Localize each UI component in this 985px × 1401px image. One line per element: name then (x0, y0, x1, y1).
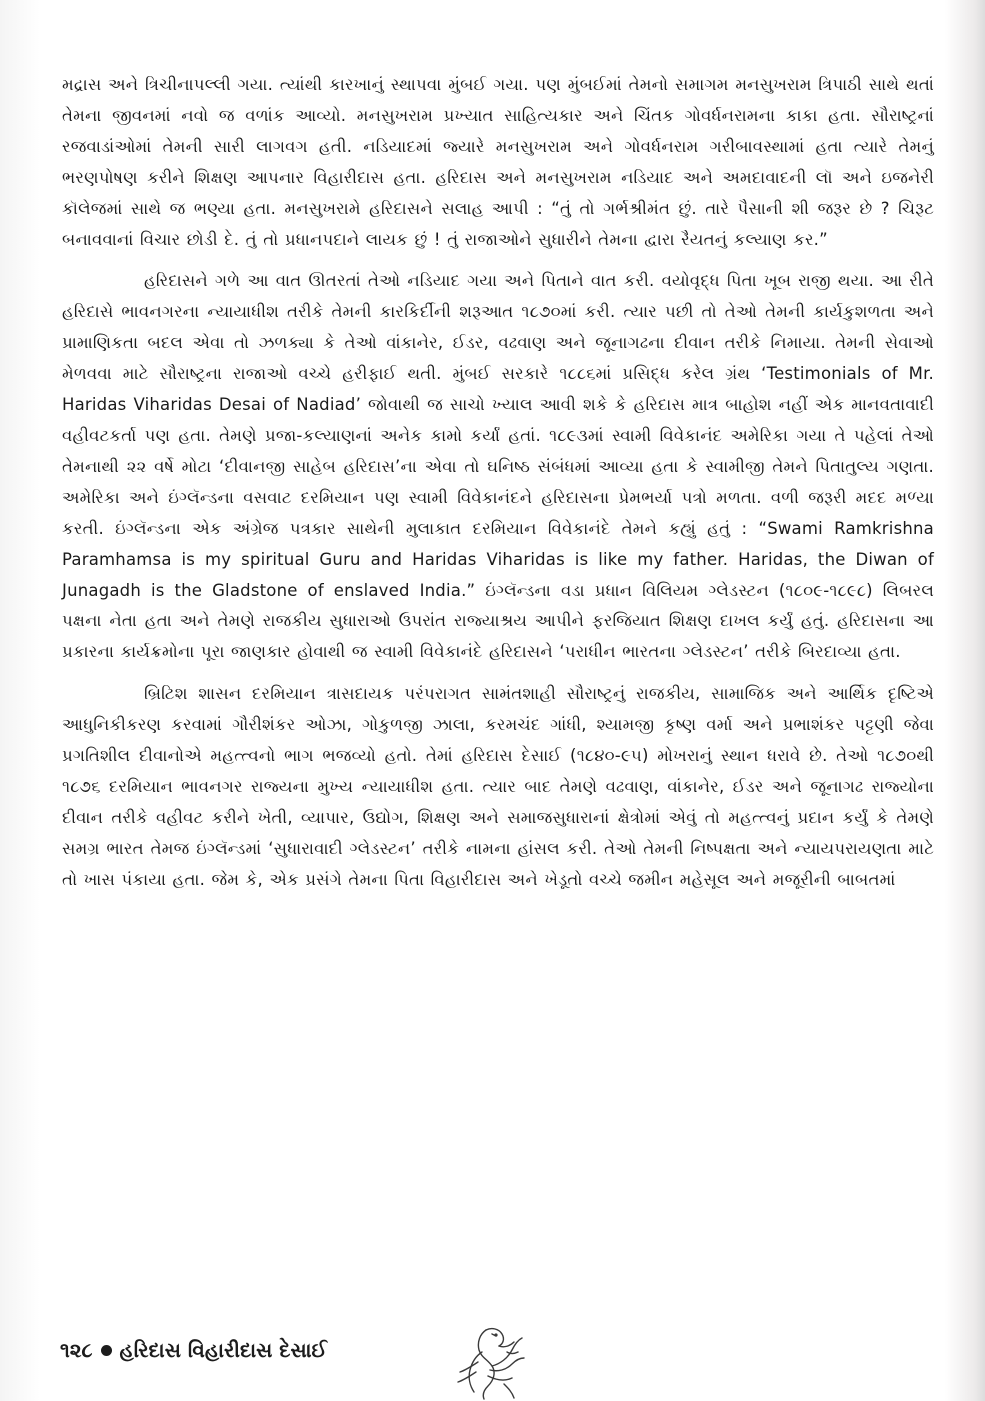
bullet-icon (101, 1345, 112, 1356)
page-footer (60, 1338, 327, 1362)
swan-emblem-icon (452, 1322, 530, 1401)
page-number: ૧૨૮ (60, 1338, 93, 1362)
paragraph-1: મદ્રાસ અને ત્રિચીનાપલ્લી ગયા. ત્યાંથી કારખાનું સ્થાપવા મુંબઈ ગયા. પણ મુંબઈમાં તેમનો સમાગમ મનસુખરામ ત્રિપાઠી સાથે થતાં તેમના જીવનમાં નવો જ વળાંક આવ્યો. મનસુખરામ પ્રખ્યાત સાહિત્યકાર અને ચિંતક ગોવર્ધનરામના કાકા હતા. સૌરાષ્ટ્રનાં રજવાડાંઓમાં તેમની સારી લાગવગ હતી. નડિયાદમાં જ્યારે મનસુખરામ અને ગોવર્ધનરામ ગરીબાવસ્થામાં હતા ત્યારે તેમનું ભરણપોષણ કરીને શિક્ષણ આપનાર વિહારીદાસ હતા. હરિદાસ અને મનસુખરામ નડિયાદ અને અમદાવાદની લૉ અને ઇજનેરી કૉલેજમાં સાથે જ ભણ્યા હતા. મનસુખરામે હરિદાસને સલાહ આપી : “તું તો ગર્ભશ્રીમંત છું. તારે પૈસાની શી જરૂર છે ? ચિરૂટ બનાવવાનાં વિચાર છોડી દે. તું તો પ્રધાનપદાને લાયક છું ! તું રાજાઓને સુધારીને તેમના દ્વારા રૈયતનું કલ્યાણ કર.” (62, 75, 934, 249)
book-title: હરિદાસ વિહારીદાસ દેસાઈ (119, 1338, 327, 1362)
paragraph-2: હરિદાસને ગળે આ વાત ઊતરતાં તેઓ નડિયાદ ગયા અને પિતાને વાત કરી. વયોવૃદ્ધ પિતા ખૂબ રાજી થયા. આ રીતે હરિદાસે ભાવનગરના ન્યાયાધીશ તરીકે તેમની કારકિર્દીની શરૂઆત ૧૮૭૦માં કરી. ત્યાર પછી તો તેઓ તેમની કાર્યકુશળતા અને પ્રામાણિકતા બદલ એવા તો ઝળક્યા કે તેઓ વાંકાનેર, ઈડર, વઢવાણ અને જૂનાગઢના દીવાન તરીકે નિમાયા. તેમની સેવાઓ મેળવવા માટે સૌરાષ્ટ્રના રાજાઓ વચ્ચે હરીફાઈ થતી. મુંબઈ સરકારે ૧૮૮૬માં પ્રસિદ્ધ કરેલ ગ્રંથ ‘Testimonials of Mr. Haridas Viharidas Desai of Nadiad’ જોવાથી જ સાચો ખ્યાલ આવી શકે કે હરિદાસ માત્ર બાહોશ નહીં એક માનવતાવાદી વહીવટકર્તા પણ હતા. તેમણે પ્રજા-કલ્યાણનાં અનેક કામો કર્યાં હતાં. ૧૮૯૩માં સ્વામી વિવેકાનંદ અમેરિકા ગયા તે પહેલાં તેઓ તેમનાથી ૨૨ વર્ષે મોટા ‘દીવાનજી સાહેબ હરિદાસ’ના એવા તો ઘનિષ્ઠ સંબંધમાં આવ્યા હતા કે સ્વામીજી તેમને પિતાતુલ્ય ગણતા. અમેરિકા અને ઇંગ્લૅન્ડના વસવાટ દરમિયાન પણ સ્વામી વિવેકાનંદને હરિદાસના પ્રેમભર્યા પત્રો મળતા. વળી જરૂરી મદદ મળ્યા કરતી. ઇંગ્લૅન્ડના એક અંગ્રેજ પત્રકાર સાથેની મુલાકાત દરમિયાન વિવેકાનંદે તેમને કહ્યું હતું : “Swami Ramkrishna Paramhamsa is my spiritual Guru and Haridas Viharidas is like my father. Haridas, the Diwan of Junagadh is the Gladstone of enslaved India.” ઇંગ્લૅન્ડના વડા પ્રધાન વિલિયમ ગ્લેડસ્ટન (૧૮૦૯-૧૮૯૮) લિબરલ પક્ષના નેતા હતા અને તેમણે રાજકીય સુધારાઓ ઉપરાંત રાજ્યાશ્રય આપીને ફરજિયાત શિક્ષણ દાખલ કર્યું હતું. હરિદાસના આ પ્રકારના કાર્યક્રમોના પૂરા જાણકાર હોવાથી જ સ્વામી વિવેકાનંદે હરિદાસને ‘પરાધીન ભારતના ગ્લેડસ્ટન’ તરીકે બિરદાવ્યા હતા. (62, 271, 934, 662)
paragraph-3: બ્રિટિશ શાસન દરમિયાન ત્રાસદાયક પરંપરાગત સામંતશાહી સૌરાષ્ટ્રનું રાજકીય, સામાજિક અને આર્થિક દૃષ્ટિએ આધુનિકીકરણ કરવામાં ગૌરીશંકર ઓઝા, ગોકુળજી ઝાલા, કરમચંદ ગાંધી, શ્યામજી કૃષ્ણ વર્મા અને પ્રભાશંકર પટ્ટણી જેવા પ્રગતિશીલ દીવાનોએ મહત્ત્વનો ભાગ ભજવ્યો હતો. તેમાં હરિદાસ દેસાઈ (૧૮૪૦-૯૫) મોખરાનું સ્થાન ધરાવે છે. તેઓ ૧૮૭૦થી ૧૮૭૬ દરમિયાન ભાવનગર રાજ્યના મુખ્ય ન્યાયાધીશ હતા. ત્યાર બાદ તેમણે વઢવાણ, વાંકાનેર, ઈડર અને જૂનાગઢ રાજ્યોના દીવાન તરીકે વહીવટ કરીને ખેતી, વ્યાપાર, ઉદ્યોગ, શિક્ષણ અને સમાજસુધારાનાં ક્ષેત્રોમાં એવું તો મહત્ત્વનું પ્રદાન કર્યું કે તેમણે સમગ્ર ભારત તેમજ ઇંગ્લૅન્ડમાં ‘સુધારાવાદી ગ્લેડસ્ટન’ તરીકે નામના હાંસલ કરી. તેઓ તેમની નિષ્પક્ષતા અને ન્યાયપરાયણતા માટે તો ખાસ પંકાયા હતા. જેમ કે, એક પ્રસંગે તેમના પિતા વિહારીદાસ અને ખેડૂતો વચ્ચે જમીન મહેસૂલ અને મજૂરીની બાબતમાં (62, 684, 934, 889)
body-text (62, 70, 934, 896)
